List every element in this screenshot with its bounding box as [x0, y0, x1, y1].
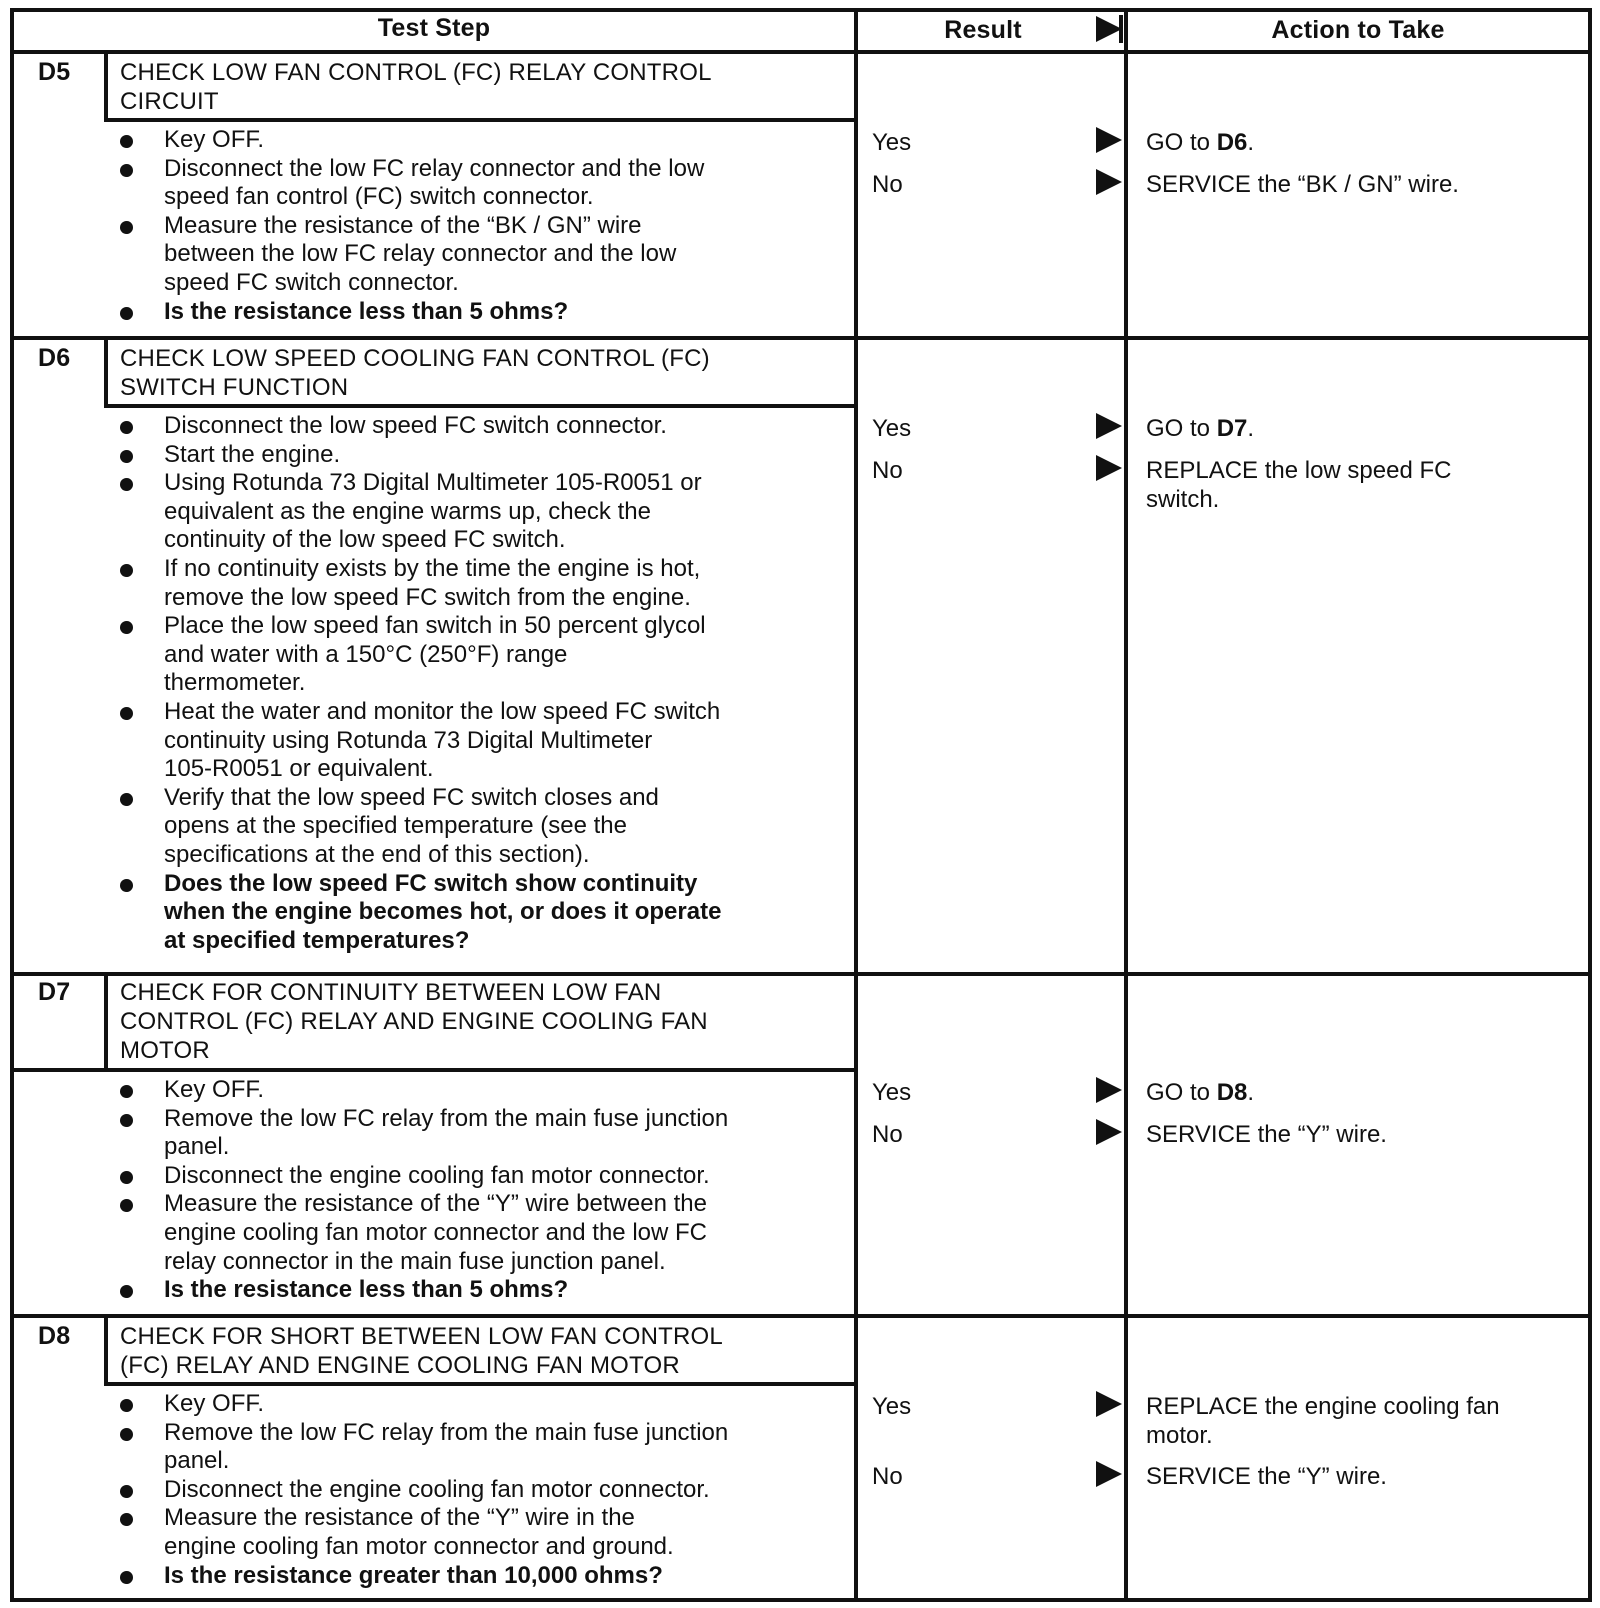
d5-step-id: D5: [38, 58, 71, 86]
bullet-icon: [120, 421, 133, 434]
header-result: Result: [944, 16, 1022, 44]
bullet-icon: [120, 164, 133, 177]
list-item: Measure the resistance of the “Y” wire between the engine cooling fan motor connector and the low FC relay connector in the main fuse junction panel.: [118, 1190, 848, 1276]
bullet-icon: [120, 135, 133, 148]
d7-procedure-list: [118, 1076, 848, 1305]
d7-yes-arrow-icon: [1096, 1077, 1122, 1103]
d6-action-yes: GO to D7.: [1146, 415, 1255, 442]
list-item-question: Is the resistance greater than 10,000 ohms?: [118, 1562, 848, 1591]
d8-result-no: No: [872, 1463, 903, 1490]
d5-result-yes: Yes: [872, 129, 912, 156]
d7-title-rule: [10, 1068, 856, 1072]
d5-result-no: No: [872, 171, 903, 198]
d5-bottom-rule: [10, 336, 1592, 340]
d7-step-title: CHECK FOR CONTINUITY BETWEEN LOW FAN CONTROL (FC) RELAY AND ENGINE COOLING FAN MOTOR: [120, 979, 708, 1064]
bullet-icon: [120, 1085, 133, 1098]
list-item: Measure the resistance of the “Y” wire in the engine cooling fan motor connector and ground.: [118, 1504, 848, 1561]
d5-title-rule: [104, 118, 856, 122]
header-test-step: Test Step: [377, 14, 491, 42]
table-top-border: [10, 8, 1592, 12]
d6-no-arrow-icon: [1096, 455, 1122, 481]
list-item: Key OFF.: [118, 1076, 848, 1105]
list-item-question: Is the resistance less than 5 ohms?: [118, 298, 848, 327]
d6-id-divider: [104, 338, 108, 406]
d6-yes-arrow-icon: [1096, 413, 1122, 439]
table-left-border: [10, 8, 14, 1602]
d7-action-yes: GO to D8.: [1146, 1079, 1255, 1106]
d8-procedure-list: [118, 1390, 848, 1590]
header-bottom-rule: [10, 50, 1592, 54]
d6-action-no: REPLACE the low speed FC switch.: [1146, 457, 1452, 513]
bullet-icon: [120, 478, 133, 491]
list-item: Disconnect the engine cooling fan motor connector.: [118, 1476, 848, 1505]
table-right-border: [1588, 8, 1592, 1602]
d8-yes-arrow-icon: [1096, 1391, 1122, 1417]
d5-action-yes: GO to D6.: [1146, 129, 1255, 156]
d8-id-divider: [104, 1316, 108, 1384]
bullet-icon: [120, 307, 133, 320]
bullet-icon: [120, 1199, 133, 1212]
d5-yes-arrow-icon: [1096, 127, 1122, 153]
header-action: Action to Take: [1271, 16, 1445, 44]
d6-bottom-rule: [10, 972, 1592, 976]
list-item: Verify that the low speed FC switch closes and opens at the specified temperature (see the specifications at the end of this section).: [118, 784, 848, 870]
d7-id-divider: [104, 974, 108, 1070]
d7-action-no: SERVICE the “Y” wire.: [1146, 1121, 1387, 1148]
bullet-icon: [120, 221, 133, 234]
d6-result-yes: Yes: [872, 415, 912, 442]
d6-result-no: No: [872, 457, 903, 484]
d7-step-id: D7: [38, 978, 71, 1006]
d7-result-no: No: [872, 1121, 903, 1148]
column-divider-result: [854, 8, 858, 1602]
list-item: Remove the low FC relay from the main fuse junction panel.: [118, 1105, 848, 1162]
list-item: Heat the water and monitor the low speed FC switch continuity using Rotunda 73 Digital Multimeter 105-R0051 or equivalent.: [118, 698, 848, 784]
bullet-icon: [120, 1399, 133, 1412]
bullet-icon: [120, 1513, 133, 1526]
list-item-question: Is the resistance less than 5 ohms?: [118, 1276, 848, 1305]
list-item: Key OFF.: [118, 1390, 848, 1419]
d8-no-arrow-icon: [1096, 1461, 1122, 1487]
bullet-icon: [120, 621, 133, 634]
list-item: Place the low speed fan switch in 50 percent glycol and water with a 150°C (250°F) range thermometer.: [118, 612, 848, 698]
d5-no-arrow-icon: [1096, 169, 1122, 195]
d6-title-rule: [104, 404, 856, 408]
d7-no-arrow-icon: [1096, 1119, 1122, 1145]
list-item: Start the engine.: [118, 441, 848, 470]
d5-procedure-list: [118, 126, 848, 326]
d8-action-no: SERVICE the “Y” wire.: [1146, 1463, 1387, 1490]
d8-step-id: D8: [38, 1322, 71, 1350]
list-item: Remove the low FC relay from the main fuse junction panel.: [118, 1419, 848, 1476]
bullet-icon: [120, 879, 133, 892]
list-item-question: Does the low speed FC switch show continuity when the engine becomes hot, or does it operate at specified temperatures?: [118, 870, 848, 956]
d6-step-id: D6: [38, 344, 71, 372]
bullet-icon: [120, 1171, 133, 1184]
d7-result-yes: Yes: [872, 1079, 912, 1106]
d5-action-no: SERVICE the “BK / GN” wire.: [1146, 171, 1459, 198]
bullet-icon: [120, 1114, 133, 1127]
list-item: Measure the resistance of the “BK / GN” wire between the low FC relay connector and the low speed FC switch connector.: [118, 212, 848, 298]
d5-step-title: CHECK LOW FAN CONTROL (FC) RELAY CONTROL CIRCUIT: [120, 59, 712, 115]
bullet-icon: [120, 1485, 133, 1498]
list-item: Disconnect the low speed FC switch connector.: [118, 412, 848, 441]
d6-step-title: CHECK LOW SPEED COOLING FAN CONTROL (FC) SWITCH FUNCTION: [120, 345, 710, 401]
d8-step-title: CHECK FOR SHORT BETWEEN LOW FAN CONTROL (FC) RELAY AND ENGINE COOLING FAN MOTOR: [120, 1323, 723, 1379]
table-bottom-border: [10, 1598, 1592, 1602]
d8-result-yes: Yes: [872, 1393, 912, 1420]
bullet-icon: [120, 793, 133, 806]
bullet-icon: [120, 707, 133, 720]
d8-action-yes: REPLACE the engine cooling fan motor.: [1146, 1393, 1500, 1449]
d7-bottom-rule: [10, 1314, 1592, 1318]
list-item: Disconnect the low FC relay connector and the low speed fan control (FC) switch connector.: [118, 155, 848, 212]
bullet-icon: [120, 1571, 133, 1584]
bullet-icon: [120, 450, 133, 463]
list-item: Disconnect the engine cooling fan motor connector.: [118, 1162, 848, 1191]
bullet-icon: [120, 1285, 133, 1298]
d8-title-rule: [104, 1382, 856, 1386]
d5-id-divider: [104, 52, 108, 120]
list-item: If no continuity exists by the time the engine is hot, remove the low speed FC switch from the engine.: [118, 555, 848, 612]
bullet-icon: [120, 1428, 133, 1441]
d6-procedure-list: [118, 412, 848, 955]
header-arrow-bar: [1119, 15, 1123, 43]
list-item: Key OFF.: [118, 126, 848, 155]
bullet-icon: [120, 564, 133, 577]
list-item: Using Rotunda 73 Digital Multimeter 105-R0051 or equivalent as the engine warms up, check the continuity of the low speed FC switch.: [118, 469, 848, 555]
column-divider-action: [1124, 8, 1128, 1602]
